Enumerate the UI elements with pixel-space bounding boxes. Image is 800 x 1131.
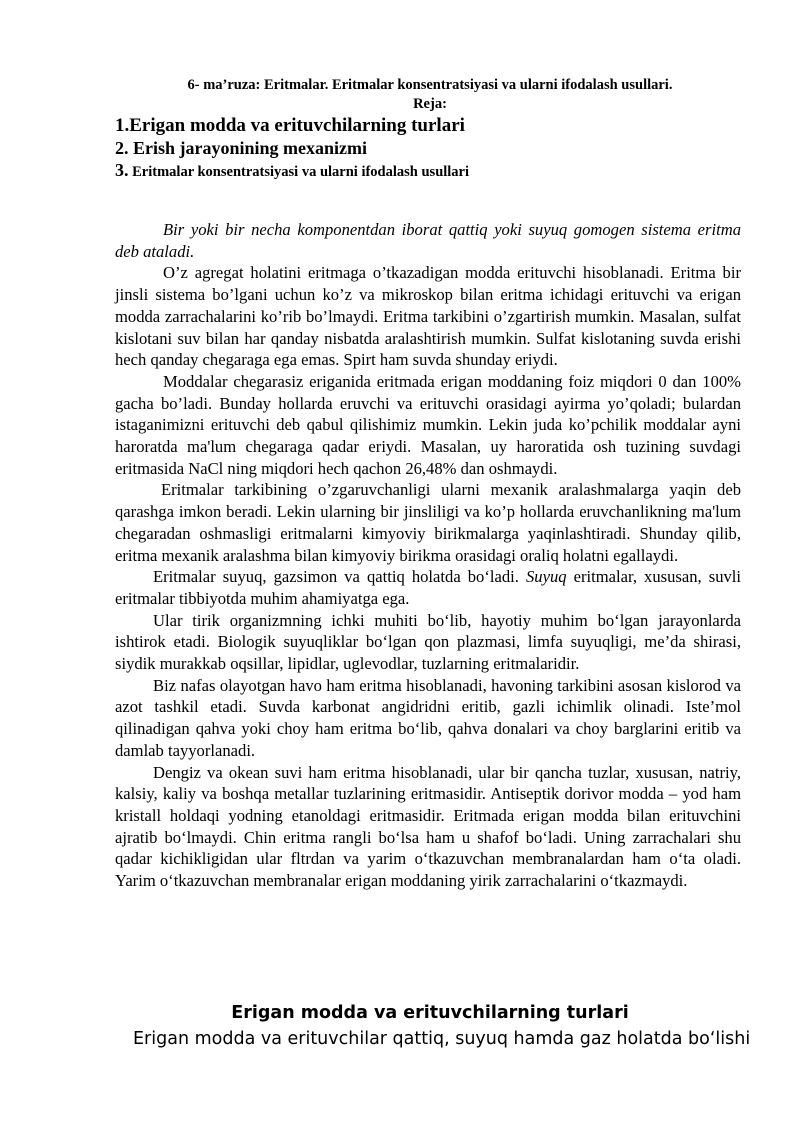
plan-item-3-number: 3. — [115, 160, 129, 180]
lecture-title: 6- ma’ruza: Eritmalar. Eritmalar konsentratsiyasi va ularni ifodalash usullari. — [187, 77, 673, 93]
definition-text: Bir yoki bir necha komponentdan iborat qattiq yoki suyuq gomogen sistema eritma deb ataladi. — [115, 220, 741, 261]
paragraph-text: Eritmalar suyuq, gazsimon va qattiq holatda bo‘ladi. — [153, 567, 526, 587]
paragraph: O’z agregat holatini eritmaga o’tkazadigan modda erituvchi hisoblanadi. Eritma bir jinsli sistema bo’lgani uchun ko’z va mikroskop bilan eritma ichidagi erituvchi va erigan modda zarrachalarini ko’rib bo’lmaydi. Eritma tarkibini o’zgartirish mumkin. Masalan, sulfat kislotani suv bilan har qanday nisbatda aralashtirish mumkin. Sulfat kislotaning suvda erishi hech qanday chegaraga ega emas. Spirt ham suvda shunday eriydi. — [115, 263, 741, 370]
paragraph: Ular tirik organizmning ichki muhiti bo‘lib, hayotiy muhim bo‘lgan jarayonlarda ishtirok etadi. Biologik suyuqliklar bo‘lgan qon plazmasi, limfa suyuqligi, me’da shirasi, siydik murakkab oqsillar, lipidlar, uglevodlar, tuzlarning eritmalaridir. — [115, 610, 741, 674]
plan-item-3 — [115, 159, 469, 183]
plan-item-1: 1.Erigan modda va erituvchilarning turlari — [115, 115, 465, 136]
paragraph — [115, 566, 741, 609]
definition-paragraph — [115, 219, 741, 262]
section-first-line: Erigan modda va erituvchilar qattiq, suyuq hamda gaz holatda bo‘lishi — [133, 1029, 751, 1049]
plan-label: Reja: — [413, 96, 447, 112]
paragraph: Dengiz va okean suvi ham eritma hisoblanadi, ular bir qancha tuzlar, xususan, natriy, kalsiy, kaliy va boshqa metallar tuzlarining eritmasidir. Antiseptik dorivor modda – yod ham kristall holdaqi yodning etanoldagi eritmasidir. Eritmada erigan modda bilan erituvchini ajratib bo‘lmaydi. Chin eritma rangli bo‘lsa ham u shafof bo‘ladi. Uning zarrachalari shu qadar kichikligidan ular fltrdan va yarim o‘tkazuvchan membranalardan ham o‘ta oladi. Yarim o‘tkazuvchan membranalar erigan moddaning yirik zarrachalarini o‘tkazmaydi. — [115, 762, 741, 891]
body-text — [115, 219, 741, 892]
paragraph: Eritmalar tarkibining o’zgaruvchanligi ularni mexanik aralashmalarga yaqin deb qarashga imkon beradi. Lekin ularning bir jinsliligi va ko’p hollarda eruvchanlikning ma'lum chegaradan oshmasligi eritmalarni kimyoviy birikmalarga yaqinlashtiradi. Shunday qilib, eritma mexanik aralashma bilan kimyoviy birikma orasidagi oraliq holatni egallaydi. — [115, 480, 741, 565]
paragraph-text: eritmalar, xususan, suvli eritmalar tibbiyotda muhim ahamiyatga ega. — [115, 567, 742, 608]
paragraph: Moddalar chegarasiz eriganida eritmada erigan moddaning foiz miqdori 0 dan 100% gacha bo’ladi. Bunday hollarda eruvchi va erituvchi orasidagi ayirma yo’qoladi; bulardan istaganimizni erituvchi deb qabul qilishimiz mumkin. Lekin juda ko’pchilik moddalar ayni haroratda ma'lum chegaraga qadar eriydi. Masalan, uy haroratida osh tuzining suvdagi eritmasida NaCl ning miqdori hech qachon 26,48% dan oshmaydi. — [115, 371, 741, 478]
paragraph: Biz nafas olayotgan havo ham eritma hisoblanadi, havoning tarkibini asosan kislorod va azot tashkil etadi. Suvda karbonat angidridni eritib, gazli ichimlik olinadi. Iste’mol qilinadigan qahva yoki choy ham eritma bo‘lib, qahva donalari va choy barglarini eritib va damlab tayyorlanadi. — [115, 675, 741, 760]
section-heading: Erigan modda va erituvchilarning turlari — [231, 1003, 629, 1023]
plan-item-3-text: Eritmalar konsentratsiyasi va ularni ifodalash usullari — [128, 164, 470, 180]
emphasis-text: Suyuq — [525, 567, 567, 587]
plan-item-2: 2. Erish jarayonining mexanizmi — [115, 138, 368, 158]
